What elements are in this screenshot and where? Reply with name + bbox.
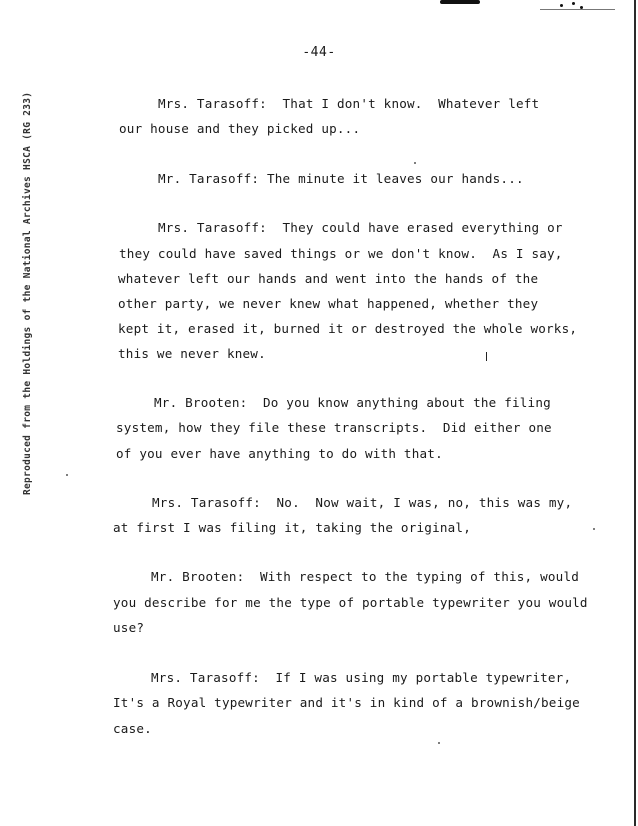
text-line: Mrs. Tarasoff: If I was using my portable typewriter, [151,670,572,685]
text-line: at first I was filing it, taking the original, [113,520,471,535]
scan-artifacts-top [430,0,620,14]
text-line: Mrs. Tarasoff: That I don't know. Whatever left [158,96,540,111]
text-line: Mrs. Tarasoff: They could have erased everything or [158,220,563,235]
text-line: you describe for me the type of portable typewriter you would [113,595,588,610]
text-line: Mr. Brooten: With respect to the typing of this, would [151,569,580,584]
page-edge-border [634,0,636,826]
text-line: Mrs. Tarasoff: No. Now wait, I was, no, this was my, [152,495,573,510]
text-line: Mr. Brooten: Do you know anything about the filing [154,395,551,410]
text-line: It's a Royal typewriter and it's in kind of a brownish/beige [113,695,580,710]
text-line: system, how they file these transcripts. Did either one [116,420,552,435]
text-line: use? [113,620,145,635]
scan-mark [486,352,487,361]
scan-speck [593,528,595,530]
scan-speck [414,162,416,164]
text-line: of you ever have anything to do with that. [116,446,443,461]
scan-speck [438,742,440,744]
text-line: other party, we never knew what happened, whether they [118,296,539,311]
archive-side-stamp: Reproduced from the Holdings of the National Archives HSCA (RG 233) [22,91,33,495]
text-line: Mr. Tarasoff: The minute it leaves our hands... [158,171,524,186]
text-line: case. [113,721,152,736]
text-line: our house and they picked up... [119,121,361,136]
page-number: -44- [302,45,336,60]
text-line: they could have saved things or we don't know. As I say, [119,246,563,261]
scan-speck [66,474,68,476]
text-line: this we never knew. [118,346,266,361]
text-line: whatever left our hands and went into the hands of the [118,271,539,286]
text-line: kept it, erased it, burned it or destroyed the whole works, [118,321,578,336]
